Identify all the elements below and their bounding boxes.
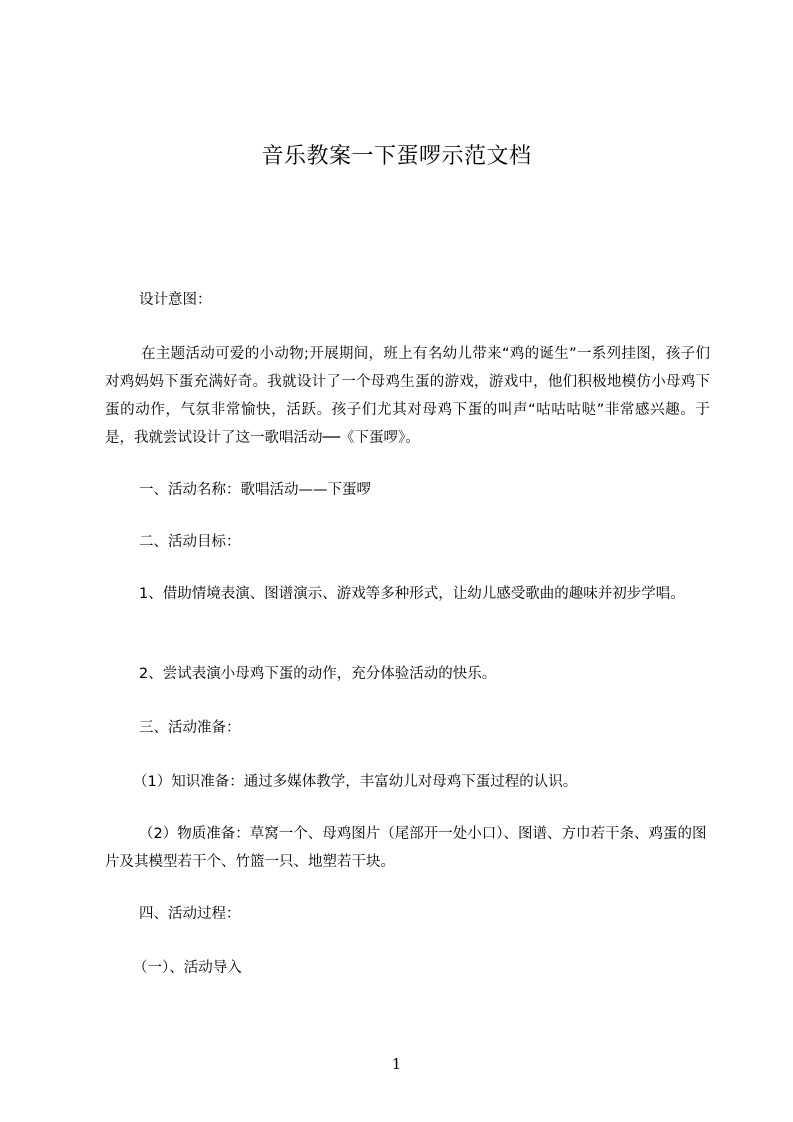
section-activity-goals: 二、活动目标： (139, 534, 241, 550)
page-number: 1 (391, 1055, 402, 1073)
prep-knowledge-paragraph: （1）知识准备：通过多媒体教学，丰富幼儿对母鸡下蛋过程的认识。 (133, 774, 578, 790)
section-activity-prep: 三、活动准备： (139, 720, 241, 736)
design-intent-label: 设计意图： (139, 292, 212, 308)
section-activity-name: 一、活动名称：歌唱活动——下蛋啰 (139, 482, 371, 498)
intro-paragraph: 在主题活动可爱的小动物;开展期间，班上有名幼儿带来“鸡的诞生”一系列挂图，孩子们对鸡妈妈下蛋充满好奇。我就设计了一个母鸡生蛋的游戏，游戏中，他们积极地模仿小母鸡下蛋的动作，气氛非常愉快，活跃。孩子们尤其对母鸡下蛋的叫声“咕咕咕哒”非常感兴趣。于是，我就尝试设计了这一歌唱活动──《下蛋啰》。 (105, 346, 710, 446)
prep-material-paragraph: （2）物质准备：草窝一个、母鸡图片（尾部开一处小口）、图谱、方巾若干条、鸡蛋的图片及其模型若干个、竹篮一只、地塑若干块。 (105, 826, 707, 870)
subsection-activity-intro: （一）、活动导入 (133, 960, 242, 976)
goal-2-paragraph: 2、尝试表演小母鸡下蛋的动作，充分体验活动的快乐。 (139, 666, 497, 682)
section-activity-process: 四、活动过程： (139, 906, 241, 922)
goal-1-paragraph: 1、借助情境表演、图谱演示、游戏等多种形式，让幼儿感受歌曲的趣味并初步学唱。 (139, 586, 685, 602)
document-title: 音乐教案一下蛋啰示范文档 (261, 144, 532, 169)
